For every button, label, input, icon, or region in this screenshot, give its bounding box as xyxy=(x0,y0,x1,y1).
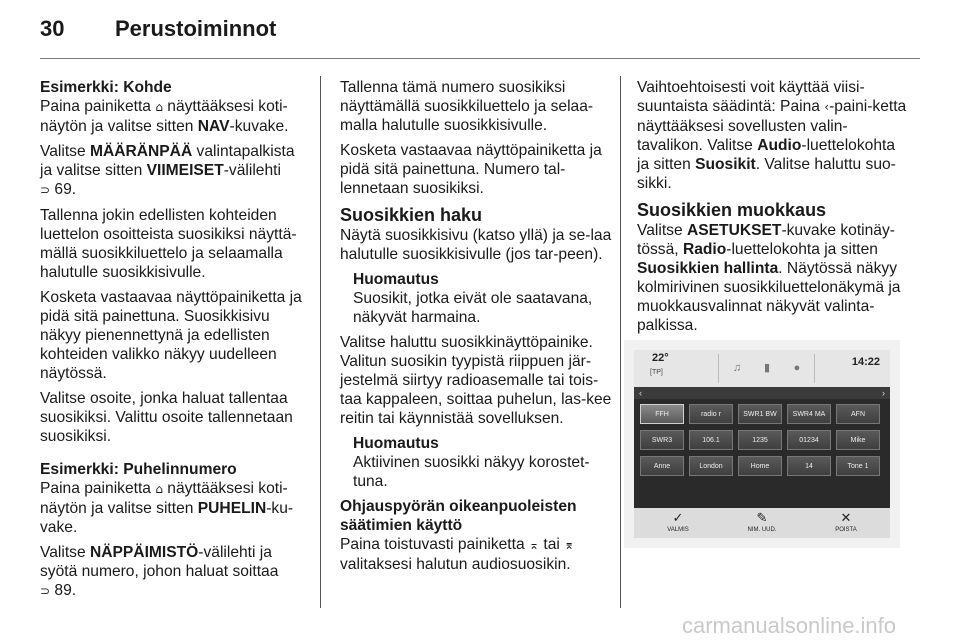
text: valitaksesi halutun audiosuosikin. xyxy=(340,556,571,573)
traffic-program-indicator: [TP] xyxy=(650,369,663,376)
bold-term: NAV xyxy=(197,118,230,135)
text: . Valitse haluttu suo-sikki. xyxy=(637,156,896,192)
example-destination-paragraph-2 xyxy=(40,142,310,200)
bold-term: Radio xyxy=(682,241,727,258)
preset-button[interactable]: Tone 1 xyxy=(836,456,880,476)
bold-term: Suosikit xyxy=(695,156,756,173)
bold-term: Audio xyxy=(757,137,802,154)
infotainment-display xyxy=(634,350,890,538)
preset-button[interactable]: Anne xyxy=(640,456,684,476)
page-header xyxy=(40,16,920,56)
section-heading-search: Suosikkien haku xyxy=(340,205,483,225)
paragraph-edit-favourites xyxy=(637,221,909,335)
header-rule xyxy=(40,58,920,59)
preset-button[interactable]: SWR3 xyxy=(640,430,684,450)
text: tai xyxy=(539,536,565,553)
paragraph-save-number: Tallenna tämä numero suosikiksi näyttämällä suosikkiluettelo ja selaa-malla halutulle suosikkisivulle. xyxy=(340,79,594,134)
text: valintapalkista ja valitse sitten xyxy=(40,143,295,179)
text: Paina painiketta xyxy=(40,480,156,497)
done-button[interactable] xyxy=(648,508,708,538)
note-2 xyxy=(353,434,612,491)
text: -luettelokohta ja sitten xyxy=(637,137,895,173)
text: Valitse xyxy=(637,222,687,239)
rename-label: NIM. UUD. xyxy=(747,527,777,533)
done-label: VALMIS xyxy=(667,527,689,533)
text: -välilehti ja syötä numero, johon haluat soittaa xyxy=(40,544,279,580)
preset-button[interactable]: 106.1 xyxy=(689,430,733,450)
rename-button[interactable] xyxy=(732,508,792,538)
paragraph-select-favourite: Valitse haluttu suosikkinäyttöpainike. Valitun suosikin tyypistä riippuen jär-jestelmä siirtyy radioasemalle tai tois-taa kappaleen, soittaa puhelun, las-kee reitin tai käynnistää sovelluksen. xyxy=(340,334,612,427)
delete-label: POISTA xyxy=(835,527,857,533)
preset-button[interactable]: FFH xyxy=(640,404,684,424)
example-destination-paragraph-3: Tallenna jokin edellisten kohteiden luettelon osoitteista suosikiksi näyttä-mällä suosikkiluettelo ja selaamalla halutulle suosikkisivulle. xyxy=(40,207,297,281)
paragraph-touch-hold: Kosketa vastaavaa näyttöpainiketta ja pidä sitä painettuna. Numero tal-lennetaan suosikiksi. xyxy=(340,142,602,197)
paragraph-show-favourites: Näytä suosikkisivu (katso yllä) ja se-laa halutulle suosikkisivulle (jos tar-peen). xyxy=(340,227,612,263)
text: -paini-ketta näyttääksesi sovellusten valin-tavalikon. Valitse xyxy=(637,98,907,154)
preset-button[interactable]: SWR4 MA xyxy=(787,404,831,424)
bold-term: Suosikkien hallinta xyxy=(637,260,779,277)
paragraph-five-way xyxy=(637,78,909,193)
text: Paina toistuvasti painiketta xyxy=(340,536,529,553)
example-destination-heading: Esimerkki: Kohde xyxy=(40,79,172,96)
preset-button[interactable]: Mike xyxy=(836,430,880,450)
page-reference[interactable]: 89. xyxy=(54,582,77,599)
checkmark-icon: ✓ xyxy=(672,510,684,525)
section-heading-edit: Suosikkien muokkaus xyxy=(637,200,827,220)
note-text: Aktiivinen suosikki näkyy korostet-tuna. xyxy=(353,454,590,490)
text: näyttääksesi koti-näytön ja valitse sitten xyxy=(40,480,288,517)
favourite-up-icon: ⌅ xyxy=(528,538,540,552)
bold-term: NÄPPÄIMISTÖ xyxy=(89,544,199,561)
preset-button[interactable]: Home xyxy=(738,456,782,476)
text: Valitse xyxy=(40,143,90,160)
favourites-screen-illustration xyxy=(624,340,900,548)
text: näyttääksesi koti-näytön ja valitse sitten xyxy=(40,98,288,135)
preset-button[interactable]: London xyxy=(689,456,733,476)
bold-term: VIIMEISET xyxy=(146,162,224,179)
chevron-left-icon[interactable]: ‹ xyxy=(639,388,642,398)
preset-button[interactable]: 1235 xyxy=(738,430,782,450)
section-heading-steering-controls: Ohjauspyörän oikeanpuoleisten säätimien käyttö xyxy=(340,498,577,534)
chevron-right-icon[interactable]: › xyxy=(882,388,885,398)
preset-button[interactable]: AFN xyxy=(836,404,880,424)
example-phone-heading: Esimerkki: Puhelinnumero xyxy=(40,461,237,478)
text: . Näytössä näkyy kolmirivinen suosikkiluettelonäkymä ja muokkausvalinnat näkyvät valinta-palkissa. xyxy=(637,260,901,334)
preset-button[interactable]: 01234 xyxy=(787,430,831,450)
watermark: carmanualsonline.info xyxy=(682,613,897,638)
column-divider-2 xyxy=(620,76,621,608)
text: -kuvake. xyxy=(229,118,289,135)
example-destination-paragraph-4: Kosketa vastaavaa näyttöpainiketta ja pidä sitä painettuna. Suosikkisivu näkyy pienennettynä ja edellisten kohteiden valikko näkyy uudelleen näytössä. xyxy=(40,289,302,382)
example-phone-paragraph-1 xyxy=(40,479,310,537)
column-3 xyxy=(637,78,909,341)
text: Vaihtoehtoisesti voit käyttää viisi-suuntaista säädintä: Paina xyxy=(637,79,865,115)
page-reference-icon: ⊃ xyxy=(40,183,51,197)
bold-term: MÄÄRÄNPÄÄ xyxy=(89,143,193,160)
paragraph-steering-buttons xyxy=(340,535,612,574)
example-destination-paragraph-1 xyxy=(40,97,310,136)
preset-button[interactable]: 14 xyxy=(787,456,831,476)
pencil-icon: ✎ xyxy=(756,510,768,525)
page-number: 30 xyxy=(40,16,65,41)
music-note-icon[interactable]: ♫ xyxy=(732,362,742,374)
home-icon: ⌂ xyxy=(155,482,163,496)
bold-term: PUHELIN xyxy=(197,500,267,517)
divider xyxy=(814,354,815,383)
page-reference-icon: ⊃ xyxy=(40,584,51,598)
text: -kuvake kotinäy-tössä, xyxy=(637,222,895,258)
page-nav-bar xyxy=(634,387,890,399)
bold-term: ASETUKSET xyxy=(686,222,782,239)
example-destination-paragraph-5: Valitse osoite, jonka haluat tallentaa suosikiksi. Valittu osoite tallennetaan suosikiksi. xyxy=(40,390,293,445)
status-bar xyxy=(634,350,890,387)
divider xyxy=(718,354,719,383)
temperature: 22° xyxy=(652,352,669,364)
note-heading: Huomautus xyxy=(353,271,439,288)
navigation-icon[interactable]: ● xyxy=(793,362,801,374)
back-arrow-icon: ‹ xyxy=(824,100,830,114)
example-phone-paragraph-2 xyxy=(40,543,310,601)
close-icon: ✕ xyxy=(840,510,852,525)
page-reference[interactable]: 69. xyxy=(54,181,77,198)
selection-bar xyxy=(634,508,890,538)
text: Paina painiketta xyxy=(40,98,156,115)
preset-button[interactable]: SWR1 BW xyxy=(738,404,782,424)
preset-button[interactable]: radio r xyxy=(689,404,733,424)
text: -ku-vake. xyxy=(40,500,294,536)
note-1 xyxy=(353,270,612,327)
column-1 xyxy=(40,78,310,607)
column-divider-1 xyxy=(320,76,321,608)
note-text: Suosikit, jotka eivät ole saatavana, näkyvät harmaina. xyxy=(353,290,593,326)
clock: 14:22 xyxy=(851,356,880,368)
delete-button[interactable] xyxy=(816,508,876,538)
note-heading: Huomautus xyxy=(353,435,439,452)
column-2 xyxy=(340,78,612,580)
text: Valitse xyxy=(40,544,90,561)
text: -luettelokohta ja sitten xyxy=(726,241,878,258)
favourite-down-icon: ⌆ xyxy=(564,538,575,552)
text: -välilehti xyxy=(223,162,281,179)
phone-icon[interactable]: ▮ xyxy=(763,362,771,374)
page-title: Perustoiminnot xyxy=(115,16,277,41)
home-icon: ⌂ xyxy=(155,100,163,114)
